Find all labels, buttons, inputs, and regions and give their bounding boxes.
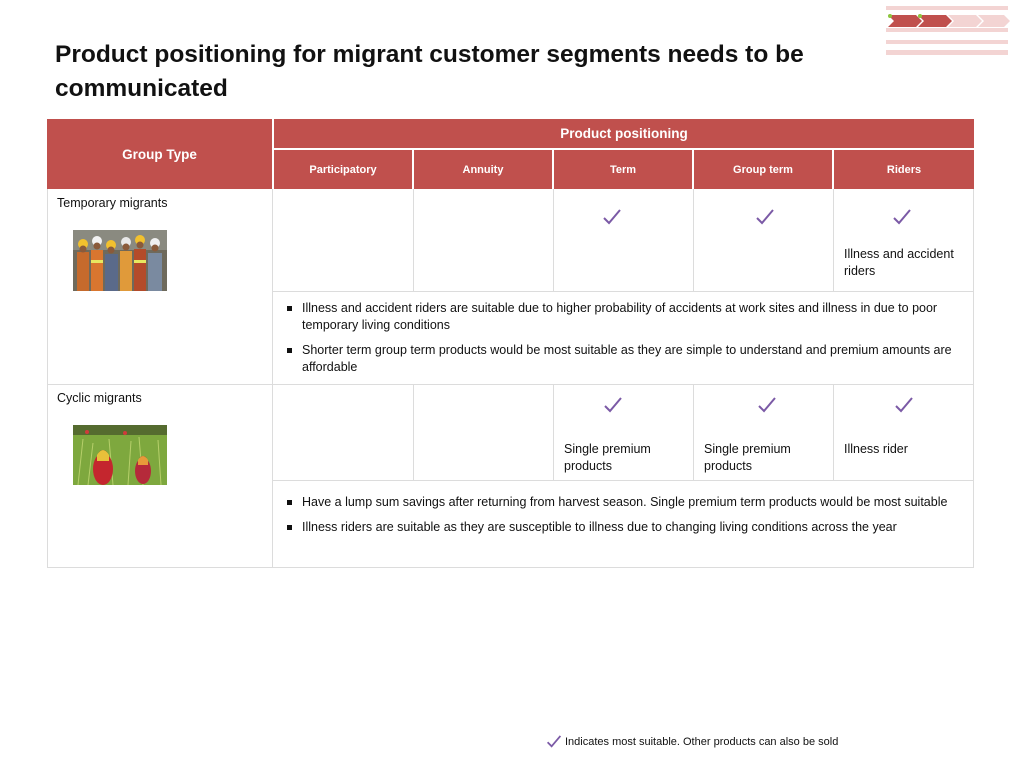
group-name-cyclic-migrants: Cyclic migrants bbox=[57, 391, 142, 405]
bullet-item: Illness riders are suitable as they are susceptible to illness due to changing living conditions across the year bbox=[284, 519, 954, 536]
group-term-note-cyclic: Single premium products bbox=[704, 442, 791, 473]
construction-workers-photo bbox=[73, 230, 167, 291]
check-icon-cyclic-term bbox=[603, 396, 623, 414]
legend bbox=[546, 734, 838, 749]
legend-text: Indicates most suitable. Other products can also be sold bbox=[565, 735, 839, 748]
bullet-item: Have a lump sum savings after returning from harvest season. Single premium term products would be most suitable bbox=[284, 494, 954, 511]
check-icon bbox=[546, 734, 562, 749]
column-header-group-term: Group term bbox=[694, 150, 832, 189]
column-header-annuity: Annuity bbox=[414, 150, 552, 189]
group-type-header: Group Type bbox=[47, 119, 272, 189]
group-name-temporary-migrants: Temporary migrants bbox=[57, 196, 168, 210]
riders-note-cyclic: Illness rider bbox=[844, 442, 908, 456]
check-icon-cyclic-group-term bbox=[757, 396, 777, 414]
term-note-cyclic: Single premium products bbox=[564, 442, 651, 473]
column-header-participatory: Participatory bbox=[274, 150, 412, 189]
cyclic-migrants-bullets bbox=[284, 494, 954, 544]
check-icon-temporary-riders bbox=[892, 208, 912, 226]
slide-title: Product positioning for migrant customer segments needs to be communicated bbox=[55, 41, 804, 102]
bullet-item: Illness and accident riders are suitable due to higher probability of accidents at work sites and illness in due to poor temporary living conditions bbox=[284, 300, 954, 334]
column-header-term: Term bbox=[554, 150, 692, 189]
bullet-item: Shorter term group term products would be most suitable as they are simple to understand and premium amounts are affordable bbox=[284, 342, 954, 376]
riders-note-temporary: Illness and accident riders bbox=[844, 247, 954, 278]
column-header-riders: Riders bbox=[834, 150, 974, 189]
product-positioning-header: Product positioning bbox=[274, 119, 974, 148]
check-icon-temporary-group-term bbox=[755, 208, 775, 226]
process-arrows-icon bbox=[886, 4, 1010, 56]
temporary-migrants-bullets bbox=[284, 300, 954, 384]
check-icon-temporary-term bbox=[602, 208, 622, 226]
field-workers-photo bbox=[73, 425, 167, 486]
check-icon-cyclic-riders bbox=[894, 396, 914, 414]
product-positioning-table bbox=[47, 119, 974, 568]
